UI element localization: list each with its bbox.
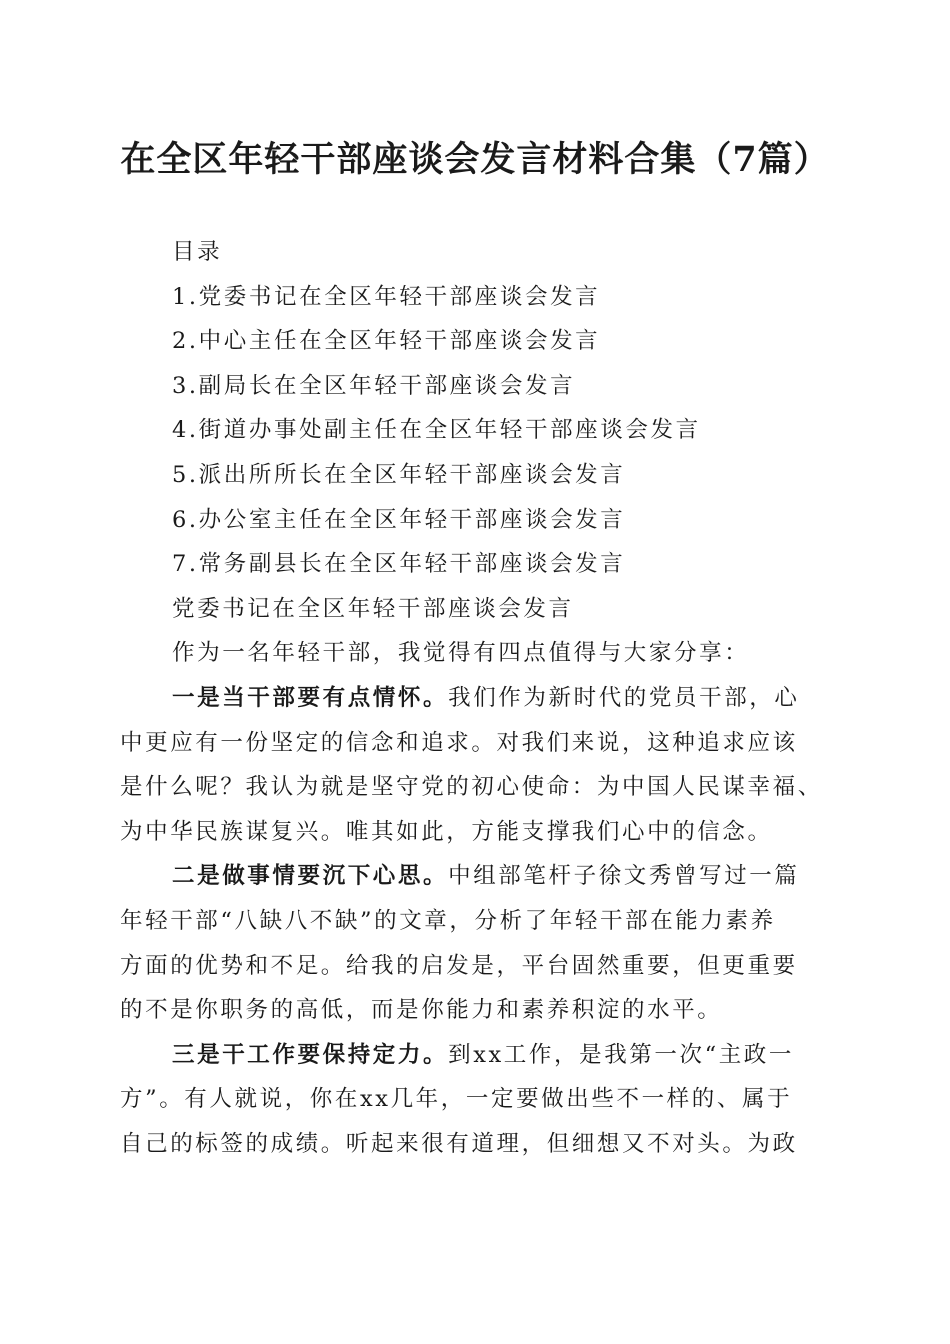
paragraph-line: 是什么呢？我认为就是坚守党的初心使命：为中国人民谋幸福、 bbox=[120, 774, 823, 801]
toc-item: 7.常务副县长在全区年轻干部座谈会发言 bbox=[172, 551, 626, 578]
section-title: 党委书记在全区年轻干部座谈会发言 bbox=[172, 595, 574, 622]
paragraph-line: 方面的优势和不足。给我的启发是，平台固然重要，但更重要 bbox=[120, 952, 798, 979]
toc-item: 5.派出所所长在全区年轻干部座谈会发言 bbox=[172, 461, 626, 488]
paragraph-lead: 二是做事情要沉下心思。 bbox=[172, 863, 449, 890]
toc-item: 2.中心主任在全区年轻干部座谈会发言 bbox=[172, 328, 601, 355]
toc-item: 4.街道办事处副主任在全区年轻干部座谈会发言 bbox=[172, 417, 701, 444]
toc-item: 1.党委书记在全区年轻干部座谈会发言 bbox=[172, 283, 601, 310]
document-body bbox=[120, 230, 832, 1166]
paragraph-lead: 一是当干部要有点情怀。 bbox=[172, 684, 449, 711]
paragraph-line: 中更应有一份坚定的信念和追求。对我们来说，这种追求应该 bbox=[120, 729, 798, 756]
paragraph-lead: 三是干工作要保持定力。 bbox=[172, 1041, 449, 1068]
paragraph-line: 自己的标签的成绩。听起来很有道理，但细想又不对头。为政 bbox=[120, 1130, 798, 1157]
toc-item: 6.办公室主任在全区年轻干部座谈会发言 bbox=[172, 506, 626, 533]
document-title: 在全区年轻干部座谈会发言材料合集（7篇） bbox=[120, 139, 830, 180]
paragraph-line bbox=[120, 676, 832, 721]
paragraph-text: 中组部笔杆子徐文秀曾写过一篇 bbox=[448, 863, 800, 890]
paragraph-line: 方”。有人就说，你在xx几年，一定要做出些不一样的、属于 bbox=[120, 1086, 793, 1113]
paragraph-line bbox=[120, 854, 832, 899]
toc-item: 3.副局长在全区年轻干部座谈会发言 bbox=[172, 372, 576, 399]
paragraph-line: 为中华民族谋复兴。唯其如此，方能支撑我们心中的信念。 bbox=[120, 818, 773, 845]
paragraph-text: 到xx工作，是我第一次“主政一 bbox=[448, 1041, 794, 1068]
paragraph-line: 年轻干部“八缺八不缺”的文章，分析了年轻干部在能力素养 bbox=[120, 907, 776, 934]
paragraph-line bbox=[120, 1033, 832, 1078]
paragraph-line: 的不是你职务的高低，而是你能力和素养积淀的水平。 bbox=[120, 997, 723, 1024]
toc-heading: 目录 bbox=[172, 239, 223, 265]
intro-paragraph: 作为一名年轻干部，我觉得有四点值得与大家分享： bbox=[172, 640, 750, 667]
paragraph-text: 我们作为新时代的党员干部，心 bbox=[448, 684, 800, 711]
